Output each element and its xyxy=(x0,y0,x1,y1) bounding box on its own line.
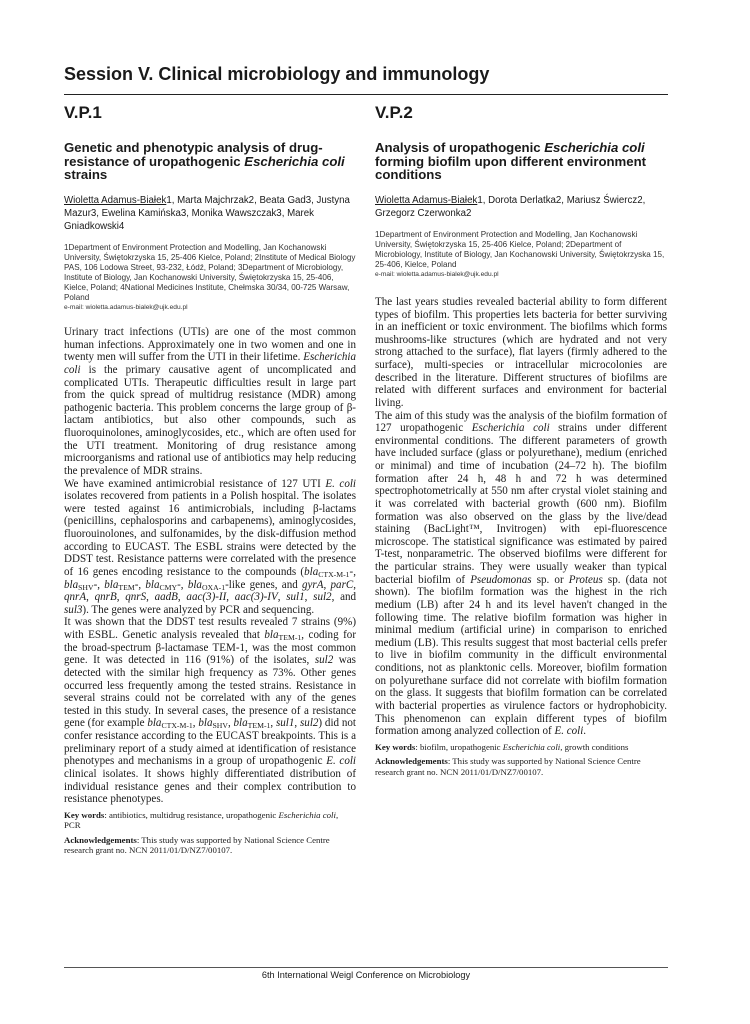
paragraph: The aim of this study was the analysis of the biofilm formation of 127 uropathogenic Escherichia coli strains under different environmental conditions. The different parameters of growth have included surface (glass or polyurethane), medium (enriched or minimal) and time of incubation (24–72 h). The biofilm formation after 24 h, 48 h and 72 h was determined spectrophotometrically at 550 nm after crystal violet staining and it was correlated with bacterial growth (600 nm). Biofilm formation was also observed on the glass by the live/dead staining (BacLight™, Invitrogen) with epi-fluorescence microscope. The statistical significance was estimated by paired T-test, nonparametric. The observed biofilms were different for the particular strains. They were usually weaker than typical bacterial biofilm of Pseudomonas sp. or Proteus sp. (data not shown). The biofilm formation was the highest in the rich medium (LB) after 24 h and its level haven't changed in the following time. The relative biofilm formation was higher in minimal medium (artificial urine) in comparison to enriched medium (LB). This results suggest that most bacterial cells prefer to live in biofilm community in the difficult environmental conditions, not as planktonic cells. Moreover, biofilm formation on polyurethane surface did not correlate with biofilm formation on the glass. It suggests that biofilm formation can be correlated with bacterial properties as virulence factors or hydrophobicity. This phenomenon can explain different types of biofilm formation among analyzed collection of E. coli. xyxy=(375,409,667,738)
page-footer: 6th International Weigl Conference on Microbiology xyxy=(261,970,471,980)
contact-email: e-mail: wioletta.adamus-bialek@ujk.edu.pl xyxy=(375,270,499,278)
affiliations: 1Department of Environment Protection and Modelling, Jan Kochanowski University, Świętokrzyska 15, 25-406 Kielce, Poland; 2Department of Microbiology, Institute of Biology, Jan Kochanowski University, Świętokrzyska 15, 25-406, Kielce, Poland xyxy=(375,229,665,269)
paragraph: It was shown that the DDST test results revealed 7 strains (9%) with ESBL. Genetic analysis revealed that bla$_{TEM-1}$, coding for the broad-spectrum β-lactamase TEM-1, was the most common gene. It was detected in 116 (91%) of the isolates, sul2 was detected with the similar high frequency as 73%. Other genes occurred less frequently among the tested strains. Resistance in several strains could not be correlated with any of the genes tested in this study. In several cases, the presence of a resistance gene (for example bla$_{CTX-M-1}$, bla$_{SHV}$, bla$_{TEM-1}$, sul1, sul2) did not confer resistance according to the EUCAST breakpoints. This is a preliminary report of a study aimed at identification of resistance phenotypes and mechanisms in a group of uropathogenic E. coli clinical isolates. It shows highly differentiated distribution of individual resistance genes and their complex contribution to resistance phenotypes. xyxy=(64,616,357,806)
abstract-body xyxy=(64,326,356,806)
abstract-code: V.P.2 xyxy=(375,103,413,122)
abstract-title: Genetic and phenotypic analysis of drug-resistance of uropathogenic Escherichia coli strains xyxy=(64,140,345,182)
key-words: Key words: biofilm, uropathogenic Escherichia coli, growth conditions xyxy=(375,741,629,752)
author-list: Wioletta Adamus-Białek1, Dorota Derlatka2, Mariusz Świercz2, Grzegorz Czerwonka2 xyxy=(375,194,646,219)
session-title: Session V. Clinical microbiology and immunology xyxy=(64,64,490,84)
key-words: Key words: antibiotics, multidrug resistance, uropathogenic Escherichia coli, PCR xyxy=(64,809,339,831)
paragraph: We have examined antimicrobial resistance of 127 UTI E. coli isolates recovered from patients in a Polish hospital. The isolates were tested against 16 antimicrobials, including β-lactams (penicillins, cephalosporins and carbapenems), aminoglycosides, fluorouinolones, and sulfonamides, by the disk-diffusion method according to EUCAST. The ESBL strains were detected by the DDST test. Resistance patterns were correlated with the presence of 16 genes encoding resistance to the compounds (bla$_{CTX-M-1}$-, bla$_{SHV}$-, bla$_{TEM}$-, bla$_{CMY}$-, bla$_{OXA-1}$-like genes, and gyrA, parC, qnrA, qnrB, qnrS, aadB, aac(3)-II, aac(3)-IV, sul1, sul2, and sul3). The genes were analyzed by PCR and sequencing. xyxy=(64,477,357,616)
acknowledgements: Acknowledgements: This study was supported by National Science Centre research grant no. NCN 2011/01/D/NZ7/00107. xyxy=(375,756,641,777)
abstract-title: Analysis of uropathogenic Escherichia coli forming biofilm upon different environment conditions xyxy=(375,140,647,182)
presenting-author: Wioletta Adamus-Białek xyxy=(375,194,478,206)
acknowledgements: Acknowledgements: This study was supported by National Science Centre research grant no. NCN 2011/01/D/NZ7/00107. xyxy=(64,834,330,856)
abstract-vp1 xyxy=(64,103,356,855)
affiliations: 1Department of Environment Protection and Modelling, Jan Kochanowski University, Świętokrzyska 15, 25-406 Kielce, Poland; 2Institute of Medical Biology PAS, 106 Lodowa Street, 93-232, Łódź, Poland; 3Department of Microbiology, Institute of Biology, Jan Kochanowski University, Świętokrzyska 15, 25-406, Kielce, Poland; 4National Medicines Institute, Chełmska 30/34, 00-725 Warsaw, Poland xyxy=(64,242,356,302)
footer-rule xyxy=(64,967,668,968)
contact-email: e-mail: wioletta.adamus-bialek@ujk.edu.pl xyxy=(64,304,188,312)
paragraph: The last years studies revealed bacterial ability to form different types of biofilm. This properties lets bacteria for better surviving in an inefficient or toxic environment. The biofilms which forms mushrooms-like structures (which are hydrated and not very strong attached to the surface), flat layers (firmly adhered to the surface), multi-species or intracellular microcolonies are described in the literature. Different structures of biofilms are related with different surfaces and environment for bacterial living. xyxy=(375,295,667,409)
author-list: Wioletta Adamus-Białek1, Marta Majchrzak2, Beata Gad3, Justyna Mazur3, Ewelina Kamińska3, Monika Wawszczak3, Marek Gniadkowski4 xyxy=(64,194,350,232)
paragraph: Urinary tract infections (UTIs) are one of the most common human infections. Approximately one in two women and one in twenty men will suffer from the UTI in their lifetime. Escherichia coli is the primary causative agent of uncomplicated and complicated UTIs. Therapeutic difficulties result in large part from the quick spread of multidrug resistance (MDR) among pathogenic bacteria. This problem concerns the large group of β-lactam antibiotics, but also other compounds, such as fluoroquinolones, aminoglycosides, etc., which are often used for the UTI treatment. Monitoring of drug resistance among microorganisms and rational use of antibiotics may help reducing the prevalence of MDR strains. xyxy=(64,326,356,477)
abstract-vp2 xyxy=(375,103,667,777)
presenting-author: Wioletta Adamus-Białek xyxy=(64,194,167,206)
abstract-code: V.P.1 xyxy=(64,103,102,122)
header-rule xyxy=(64,94,668,95)
abstract-body xyxy=(375,296,667,738)
